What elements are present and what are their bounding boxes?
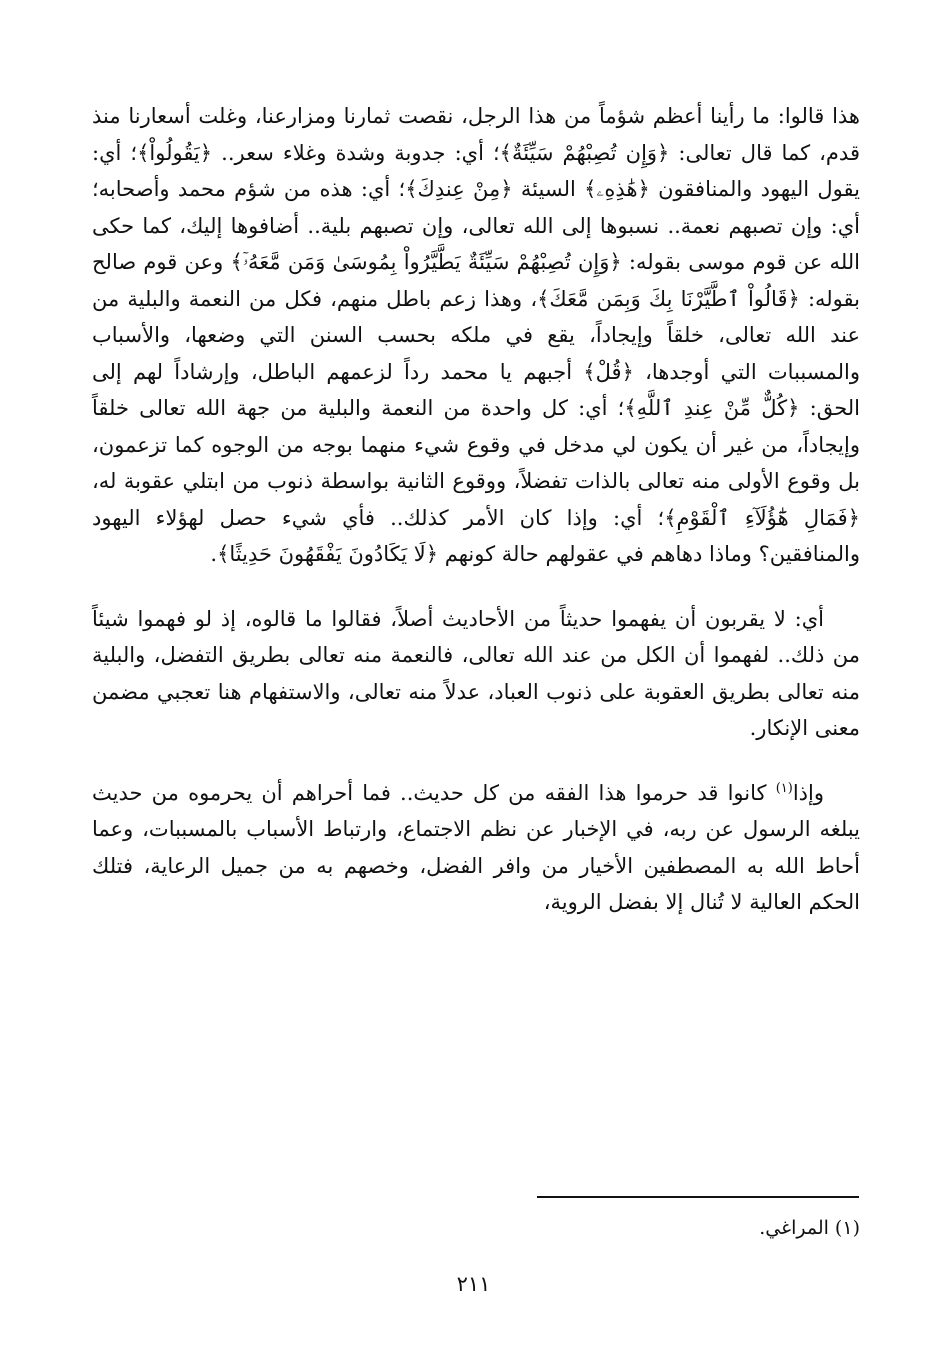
- paragraph-3-text: كانوا قد حرموا هذا الفقه من كل حديث.. فما أحراهم أن يحرموه من حديث يبلغه الرسول عن ربه، في الإخبار عن نظم الاجتماع، وارتباط الأسباب بالمسببات، وعما أحاط الله به المصطفين الأخيار من وافر الفضل، وخصهم به من جميل الرعاية، فتلك الحكم العالية لا تُنال إلا بفضل الروية،: [92, 780, 860, 914]
- paragraph-1: هذا قالوا: ما رأينا أعظم شؤماً من هذا الرجل، نقصت ثمارنا ومزارعنا، وغلت أسعارنا منذ قدم، كما قال تعالى: ﴿وَإِن تُصِبْهُمْ سَيِّئَةٌ﴾؛ أي: جدوبة وشدة وغلاء سعر.. ﴿يَقُولُواْ﴾؛ أي: يقول اليهود والمنافقون ﴿هَٰذِهِۦ﴾ السيئة ﴿مِنْ عِندِكَ﴾؛ أي: هذه من شؤم محمد وأصحابه؛ أي: وإن تصبهم نعمة.. نسبوها إلى الله تعالى، وإن تصبهم بلية.. أضافوها إليك، كما حكى الله عن قوم موسى بقوله: ﴿وَإِن تُصِبْهُمْ سَيِّئَةٌ يَطَّيَّرُواْ بِمُوسَىٰ وَمَن مَّعَهُۥٓ﴾ وعن قوم صالح بقوله: ﴿قَالُواْ ٱطَّيَّرْنَا بِكَ وَبِمَن مَّعَكَ﴾، وهذا زعم باطل منهم، فكل من النعمة والبلية من عند الله تعالى، خلقاً وإيجاداً، يقع في ملكه بحسب السنن التي وضعها، والأسباب والمسببات التي أوجدها، ﴿قُلْ﴾ أجبهم يا محمد رداً لزعمهم الباطل، وإرشاداً لهم إلى الحق: ﴿كُلٌّ مِّنْ عِندِ ٱللَّهِ﴾؛ أي: كل واحدة من النعمة والبلية من جهة الله تعالى خلقاً وإيجاداً، من غير أن يكون لي مدخل في وقوع شيء منهما بوجه من الوجوه كما تزعمون، بل وقوع الأولى منه تعالى بالذات تفضلاً، ووقوع الثانية بواسطة ذنوب من ابتلي عقوبة له، ﴿فَمَالِ هَٰٓؤُلَآءِ ٱلْقَوْمِ﴾؛ أي: وإذا كان الأمر كذلك.. فأي شيء حصل لهؤلاء اليهود والمنافقين؟ وماذا دهاهم في عقولهم حالة كونهم ﴿لَا يَكَادُونَ يَفْقَهُونَ حَدِيثًا﴾.: [92, 104, 860, 566]
- footnote-divider: [537, 1196, 859, 1198]
- paragraph-3: [92, 775, 860, 921]
- footnote: (١) المراغي.: [759, 1217, 860, 1239]
- footnote-reference: (١): [775, 780, 793, 796]
- page-body: [92, 98, 860, 921]
- paragraph-2: أي: لا يقربون أن يفهموا حديثاً من الأحاديث أصلاً، فقالوا ما قالوه، إذ لو فهموا شيئاً من ذلك.. لفهموا أن الكل من عند الله تعالى، فالنعمة منه تعالى بطريق التفضل، والبلية منه تعالى بطريق العقوبة على ذنوب العباد، عدلاً منه تعالى، والاستفهام هنا تعجبي مضمن معنى الإنكار.: [92, 606, 860, 740]
- page-number: ٢١١: [456, 1272, 491, 1296]
- paragraph-3-lead: وإذا: [792, 780, 824, 805]
